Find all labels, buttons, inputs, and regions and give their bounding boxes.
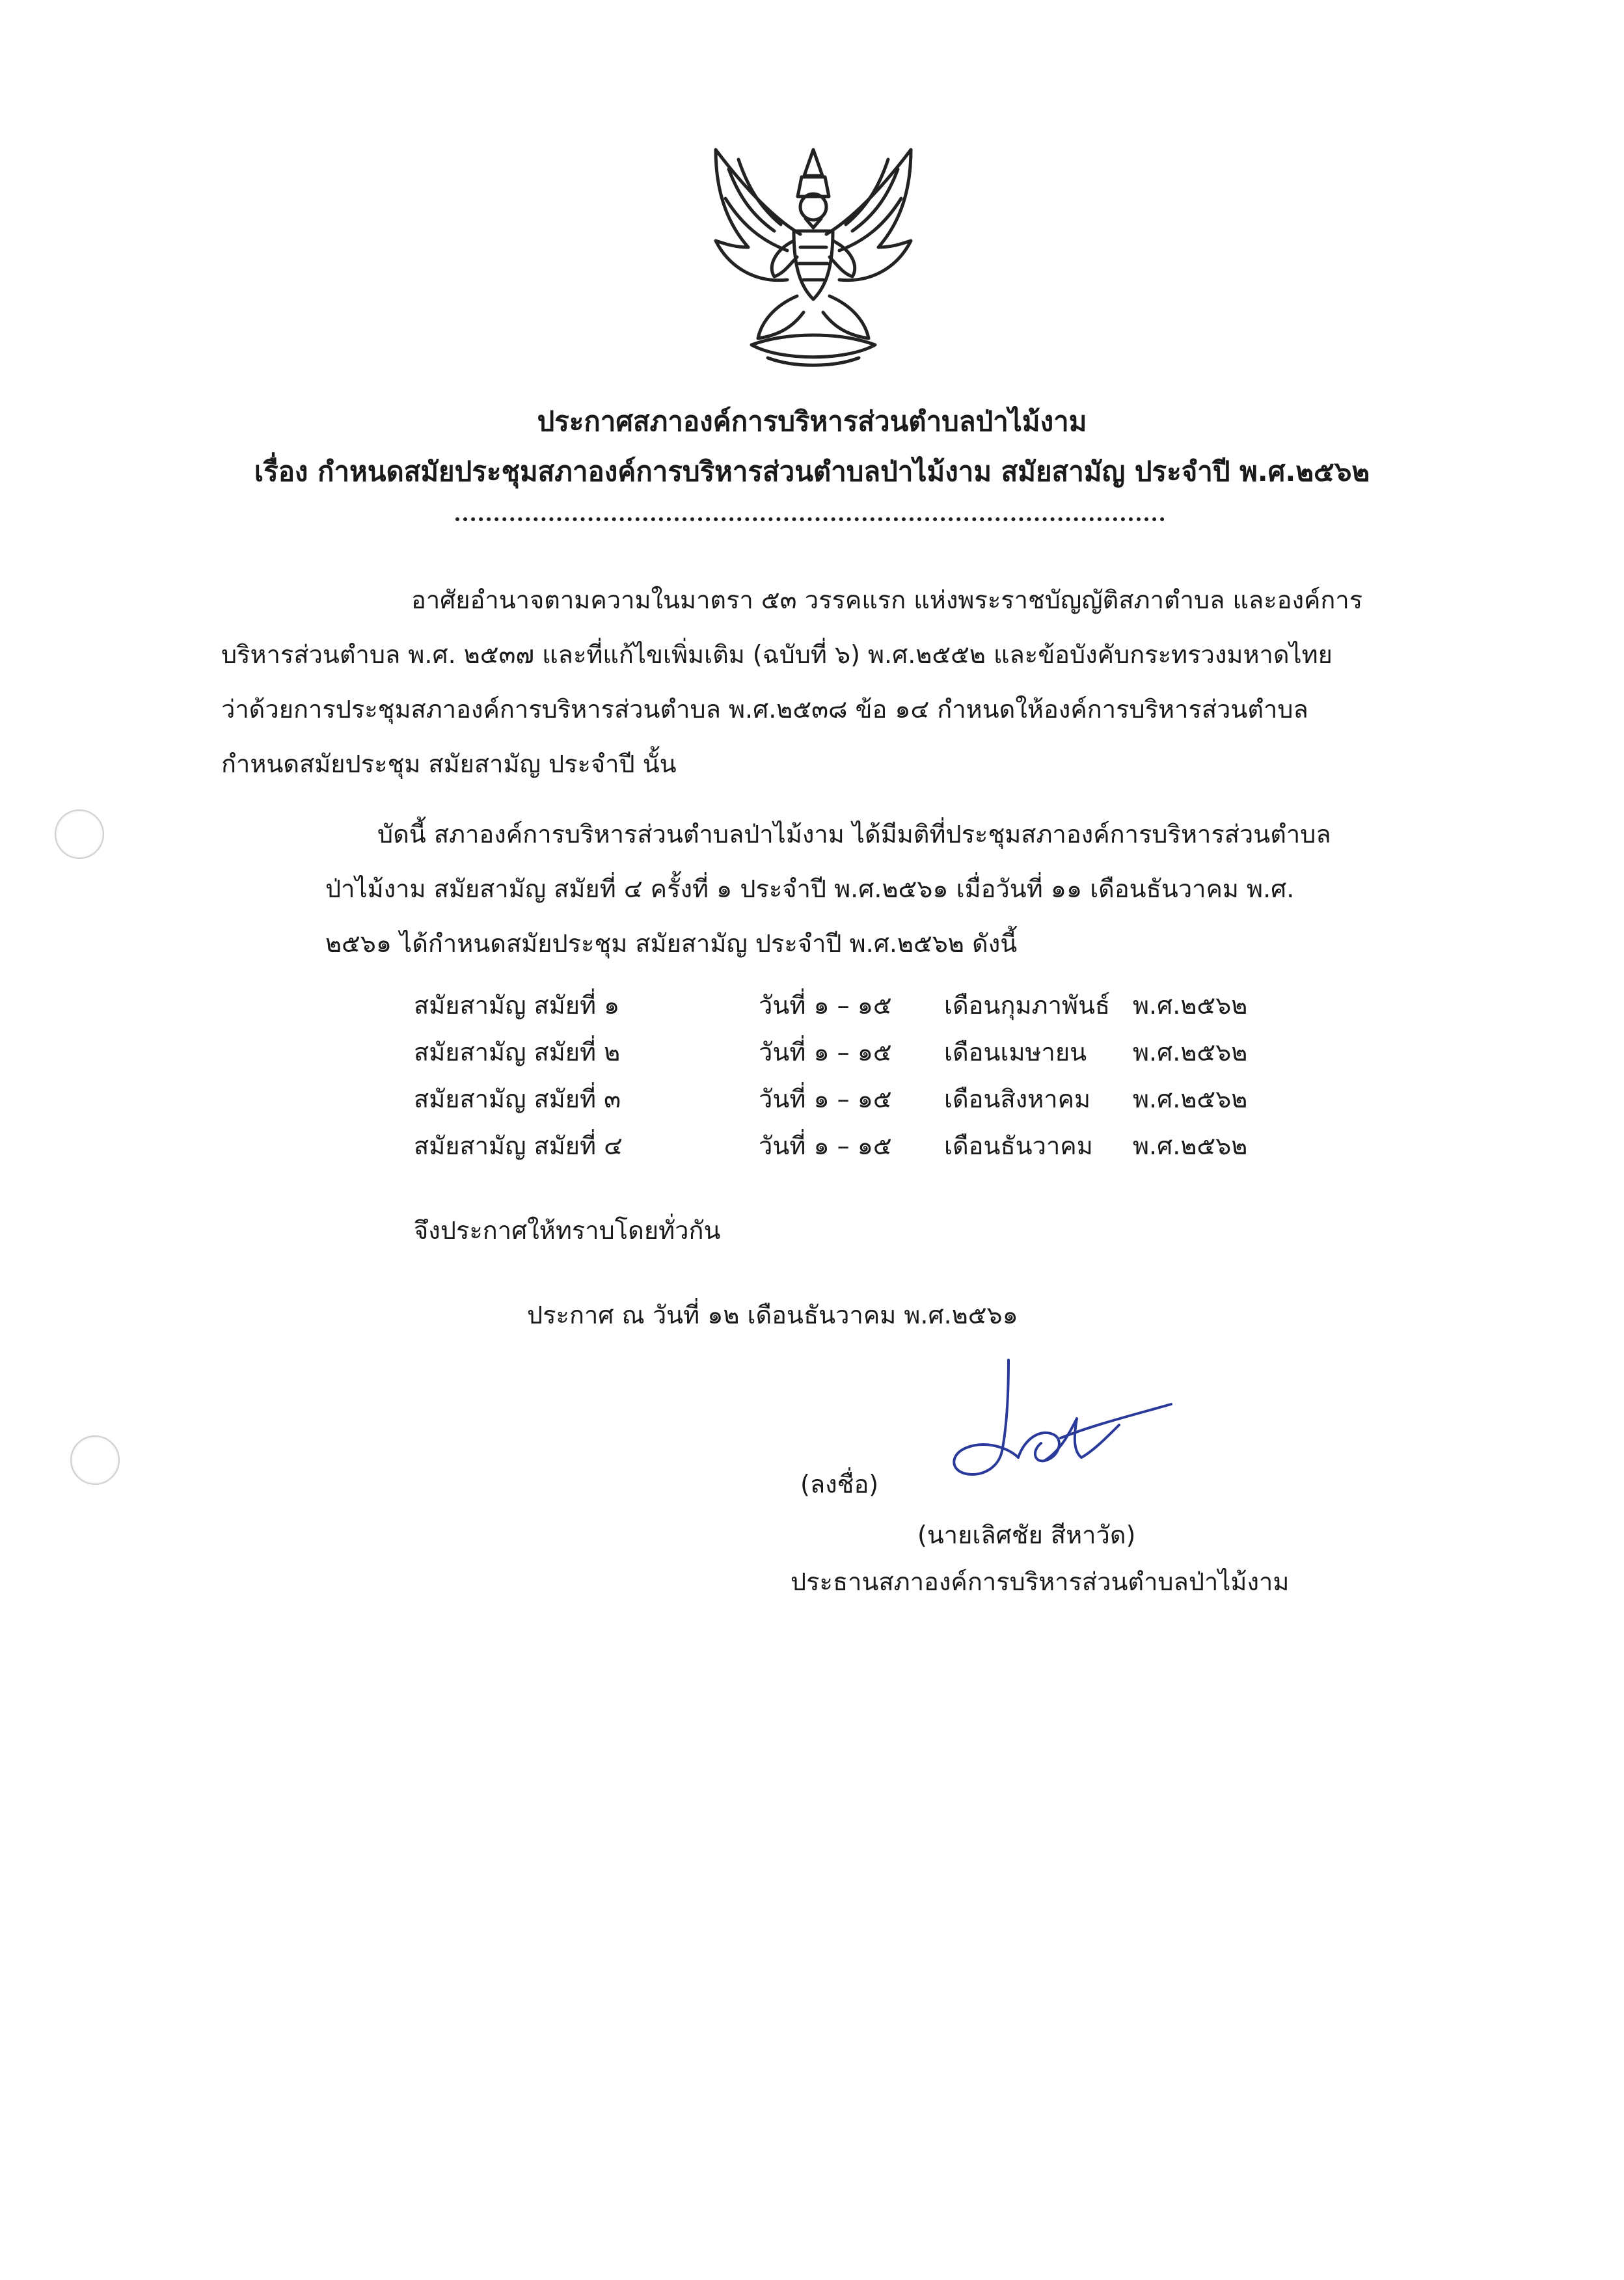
session-name: สมัยสามัญ สมัยที่ ๑ <box>414 990 620 1020</box>
session-schedule <box>414 981 1302 1169</box>
session-name: สมัยสามัญ สมัยที่ ๔ <box>414 1131 623 1160</box>
sign-label: (ลงชื่อ) <box>800 1470 879 1499</box>
session-row <box>414 981 1302 1028</box>
session-month: เดือนธันวาคม <box>944 1131 1093 1160</box>
punch-hole <box>70 1435 120 1485</box>
session-row <box>414 1028 1302 1075</box>
signer-name: (นายเลิศชัย สีหาวัด) <box>917 1521 1136 1549</box>
announcement-date: ประกาศ ณ วันที่ ๑๒ เดือนธันวาคม พ.ศ.๒๕๖๑ <box>527 1301 1018 1329</box>
handwritten-signature-icon <box>911 1353 1184 1503</box>
paragraph-line: กำหนดสมัยประชุม สมัยสามัญ ประจำปี นั้น <box>221 750 677 778</box>
paragraph-line: บัดนี้ สภาองค์การบริหารส่วนตำบลป่าไม้งาม ได้มีมติที่ประชุมสภาองค์การบริหารส่วนตำบล <box>377 820 1331 848</box>
session-range: วันที่ ๑ – ๑๕ <box>759 990 892 1020</box>
paragraph-line: ๒๕๖๑ ได้กำหนดสมัยประชุม สมัยสามัญ ประจำปี พ.ศ.๒๕๖๒ ดังนี้ <box>325 929 1018 958</box>
session-range: วันที่ ๑ – ๑๕ <box>759 1084 892 1113</box>
document-title: ประกาศสภาองค์การบริหารส่วนตำบลป่าไม้งาม <box>537 405 1087 437</box>
intro-paragraph <box>221 573 1362 791</box>
session-month: เดือนกุมภาพันธ์ <box>944 990 1111 1020</box>
session-name: สมัยสามัญ สมัยที่ ๒ <box>414 1037 621 1066</box>
paragraph-line: ป่าไม้งาม สมัยสามัญ สมัยที่ ๔ ครั้งที่ ๑ ประจำปี พ.ศ.๒๕๖๑ เมื่อวันที่ ๑๑ เดือนธันวาคม พ.ศ. <box>325 875 1295 903</box>
body-paragraph <box>325 807 1331 971</box>
session-row <box>414 1075 1302 1122</box>
session-year: พ.ศ.๒๕๖๒ <box>1133 1037 1248 1066</box>
session-range: วันที่ ๑ – ๑๕ <box>759 1131 892 1160</box>
paragraph-line: บริหารส่วนตำบล พ.ศ. ๒๕๓๗ และที่แก้ไขเพิ่มเติม (ฉบับที่ ๖) พ.ศ.๒๕๕๒ และข้อบังคับกระทรวงมหาดไทย <box>221 640 1333 669</box>
session-range: วันที่ ๑ – ๑๕ <box>759 1037 892 1066</box>
paragraph-line: อาศัยอำนาจตามความในมาตรา ๕๓ วรรคแรก แห่งพระราชบัญญัติสภาตำบล และองค์การ <box>411 586 1363 614</box>
session-year: พ.ศ.๒๕๖๒ <box>1133 1131 1248 1160</box>
dotted-divider <box>455 504 1165 521</box>
paragraph-line: ว่าด้วยการประชุมสภาองค์การบริหารส่วนตำบล พ.ศ.๒๕๓๘ ข้อ ๑๔ กำหนดให้องค์การบริหารส่วนตำบล <box>221 695 1308 724</box>
session-month: เดือนเมษายน <box>944 1037 1087 1066</box>
garuda-emblem-icon <box>690 137 937 377</box>
session-year: พ.ศ.๒๕๖๒ <box>1133 1084 1248 1113</box>
session-year: พ.ศ.๒๕๖๒ <box>1133 990 1248 1020</box>
punch-hole <box>55 809 104 859</box>
session-month: เดือนสิงหาคม <box>944 1084 1091 1113</box>
session-row <box>414 1122 1302 1169</box>
session-name: สมัยสามัญ สมัยที่ ๓ <box>414 1084 621 1113</box>
signer-position: ประธานสภาองค์การบริหารส่วนตำบลป่าไม้งาม <box>791 1568 1290 1596</box>
closing-statement: จึงประกาศให้ทราบโดยทั่วกัน <box>414 1216 721 1245</box>
document-subject: เรื่อง กำหนดสมัยประชุมสภาองค์การบริหารส่วนตำบลป่าไม้งาม สมัยสามัญ ประจำปี พ.ศ.๒๕๖๒ <box>254 455 1370 487</box>
